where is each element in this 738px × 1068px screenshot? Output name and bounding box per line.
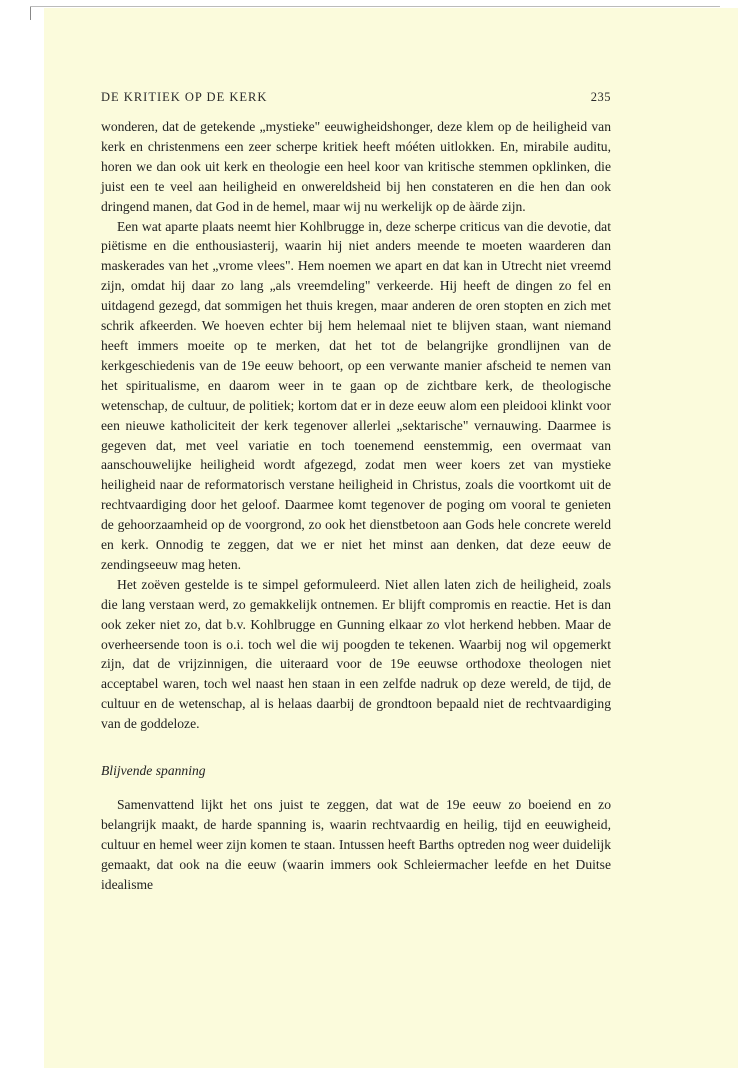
running-head: DE KRITIEK OP DE KERK: [101, 90, 268, 104]
paragraph-1: wonderen, dat de getekende „mystieke" eeuwigheidshonger, deze klem op de heiligheid van kerk en christenmens een zeer scherpe kritiek heeft móéten uitlokken. En, mirabile auditu, horen we dan ook uit kerk en theologie een heel koor van kritische stemmen opklinken, die juist een te veel aan heiligheid en onwereldsheid bij hen constateren en die hen dan ook dringend manen, dat God in de hemel, maar wij nu werkelijk op de àärde zijn.: [101, 119, 611, 214]
body-text: [101, 117, 611, 895]
scan-left-margin: [0, 0, 44, 1068]
paragraph-3: Het zoëven gestelde is te simpel geformuleerd. Niet allen laten zich de heiligheid, zoals die lang verstaan werd, zo gemakkelijk ontnemen. Er blijft compromis en reactie. Het is dan ook zeker niet zo, dat b.v. Kohlbrugge en Gunning elkaar zo vlot herkend hebben. Maar de overheersende toon is o.i. toch wel die wij poogden te tekenen. Waarbij nog wil opgemerkt zijn, dat de vrijzinnigen, die uiteraard voor de 19e eeuwse orthodoxe theologen niet acceptabel waren, toch wel naast hen staan in een zelfde nadruk op deze wereld, de tijd, de cultuur en de wetenschap, al is helaas daarbij de grondtoon bepaald niet de rechtvaardiging van de goddeloze.: [101, 576, 611, 732]
page-number: 235: [590, 90, 611, 104]
paragraph-2: Een wat aparte plaats neemt hier Kohlbrugge in, deze scherpe criticus van die devotie, dat piëtisme en die enthousiasterij, waarin hij niet anders meende te moeten waarderen dan maskerades van het „vrome vlees". Hem noemen we apart en dat kan in Utrecht niet vreemd zijn, omdat hij daar zo lang „als vreemdeling" verkeerde. Hij heeft de dingen zo fel en uitdagend gezegd, dat sommigen het thuis kregen, maar anderen de oren stopten en zich met schrik afkeerden. We hoeven echter bij hem helemaal niet te blijven staan, want niemand heeft immers moeite op te merken, dat het tot de belangrijke grondlijnen van de kerkgeschiedenis van de 19e eeuw behoort, op een verwante manier afscheid te nemen van het spiritualisme, en daarom weer in te gaan op de zichtbare kerk, de theologische wetenschap, de cultuur, de politiek; kortom dat er in deze eeuw alom een pleidooi klinkt voor een nieuwe katholiciteit der kerk tegenover allerlei „sektarische" vernauwing. Daarmee is gegeven dat, met veel variatie en toch toenemend eenstemmig, een overmaat van aanschouwelijke heiligheid wordt afgezegd, zodat men weer koers zet van mystieke heiligheid naar de reformatorisch verstane heiligheid in Christus, zoals die voortkomt uit de rechtvaardiging door het geloof. Daarmee komt tegenover de poging om vooral te genieten de gehoorzaamheid op de voorgrond, zo ook het dienstbetoon aan Gods hele concrete wereld en kerk. Onnodig te zeggen, dat we er niet het minst aan denken, dat deze eeuw de zendingseeuw mag heten.: [101, 218, 611, 572]
section-spacer: [101, 734, 611, 761]
scan-corner-mark: [30, 6, 31, 20]
section-paragraph: Samenvattend lijkt het ons juist te zeggen, dat wat de 19e eeuw zo boeiend en zo belangrijk maakt, de harde spanning is, waarin rechtvaardig en heilig, tijd en eeuwigheid, cultuur en hemel weer zijn komen te staan. Intussen heeft Barths optreden nog weer duidelijk gemaakt, dat ook na die eeuw (waarin immers ook Schleiermacher leefde en het Duitse idealisme: [101, 797, 611, 892]
scan-top-edge: [30, 6, 720, 7]
section-heading: Blijvende spanning: [101, 763, 206, 779]
heading-spacer: [101, 781, 611, 795]
